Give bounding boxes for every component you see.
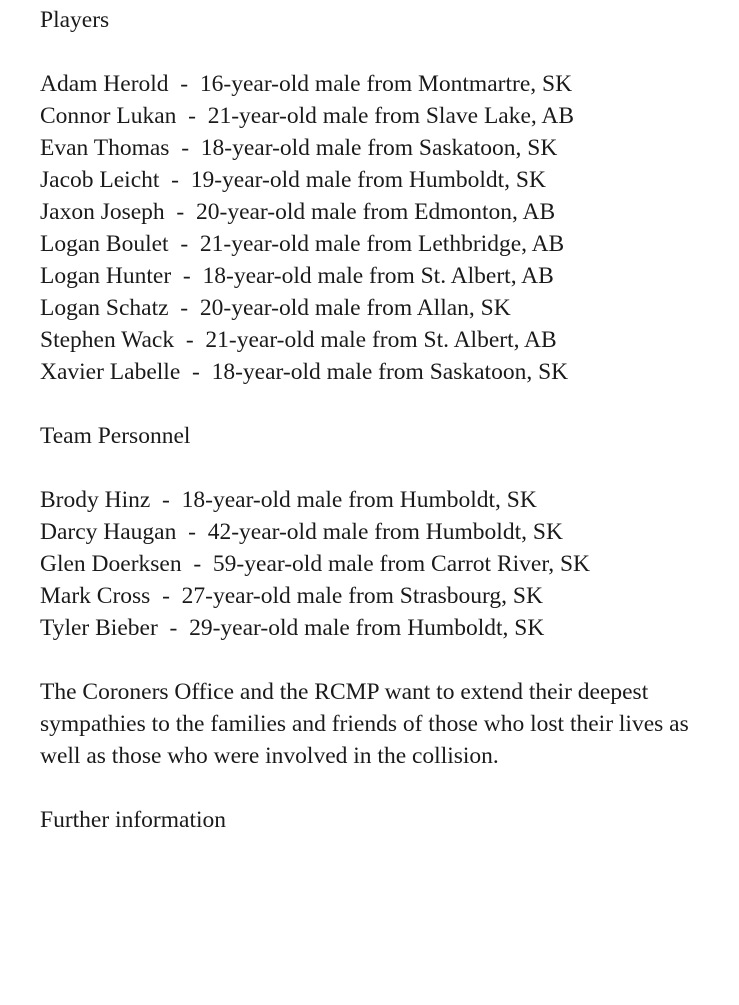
personnel-entry: Glen Doerksen - 59-year-old male from Carrot River, SK [40, 551, 591, 577]
player-entry: Jacob Leicht - 19-year-old male from Humboldt, SK [40, 167, 546, 193]
document-body [40, 4, 720, 832]
personnel-list [40, 484, 720, 644]
personnel-heading: Team Personnel [40, 423, 191, 449]
player-entry: Logan Boulet - 21-year-old male from Lethbridge, AB [40, 231, 565, 257]
personnel-entry: Brody Hinz - 18-year-old male from Humboldt, SK [40, 487, 537, 513]
player-entry: Xavier Labelle - 18-year-old male from Saskatoon, SK [40, 359, 569, 385]
player-entry: Logan Hunter - 18-year-old male from St. Albert, AB [40, 263, 554, 289]
player-entry: Jaxon Joseph - 20-year-old male from Edmonton, AB [40, 199, 556, 225]
player-entry: Connor Lukan - 21-year-old male from Slave Lake, AB [40, 103, 575, 129]
player-entry: Adam Herold - 16-year-old male from Montmartre, SK [40, 71, 573, 97]
personnel-entry: Mark Cross - 27-year-old male from Strasbourg, SK [40, 583, 543, 609]
players-list [40, 68, 720, 388]
personnel-entry: Tyler Bieber - 29-year-old male from Humboldt, SK [40, 615, 545, 641]
next-section-heading: Further information [40, 807, 227, 832]
player-entry: Stephen Wack - 21-year-old male from St. Albert, AB [40, 327, 557, 353]
player-entry: Logan Schatz - 20-year-old male from Allan, SK [40, 295, 511, 321]
player-entry: Evan Thomas - 18-year-old male from Saskatoon, SK [40, 135, 558, 161]
condolence-statement: The Coroners Office and the RCMP want to extend their deepest sympathies to the families and friends of those who lost their lives as well as those who were involved in the collision. [40, 679, 689, 769]
players-heading: Players [40, 7, 110, 33]
personnel-entry: Darcy Haugan - 42-year-old male from Humboldt, SK [40, 519, 563, 545]
